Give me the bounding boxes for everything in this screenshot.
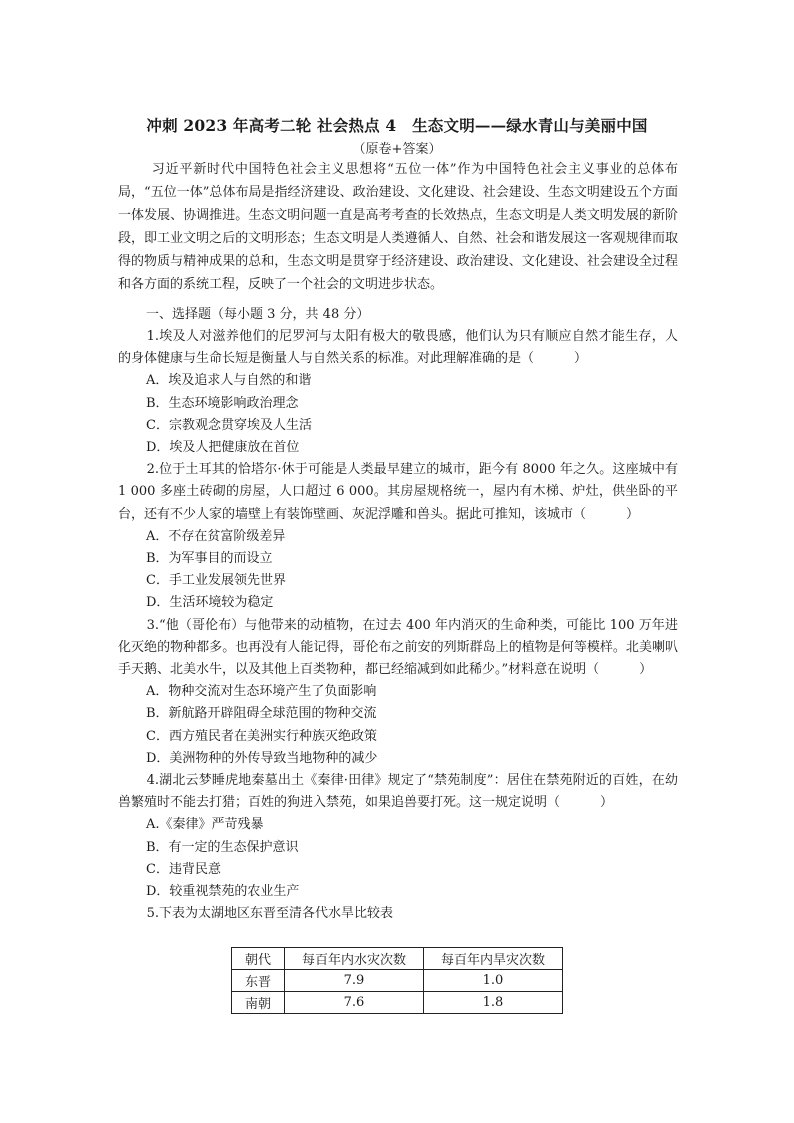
question-list [118, 326, 678, 925]
option-b: B．新航路开辟阻碍全球范围的物种交流 [146, 706, 377, 722]
option-d: D．美洲物种的外传导致当地物种的减少 [146, 750, 378, 766]
option-c: C．宗教观念贯穿埃及人生活 [146, 417, 312, 433]
table-cell: 7.9 [285, 970, 424, 992]
option-b: B．有一定的生态保护意识 [146, 839, 299, 855]
question-2 [118, 459, 678, 614]
table-cell: 南朝 [232, 992, 285, 1014]
option-a: A.《秦律》严苛残暴 [146, 817, 264, 833]
option-b: B．生态环境影响政治理念 [146, 395, 299, 411]
option-a: A．埃及追求人与自然的和谐 [146, 373, 312, 389]
option-c: C．违背民意 [146, 861, 221, 877]
question-3 [118, 615, 678, 770]
intro-paragraph [118, 158, 678, 296]
table-cell: 东晋 [232, 970, 285, 992]
page-subtitle: （原卷+答案） [352, 142, 442, 157]
option-d: D．生活环境较为稳定 [146, 595, 274, 611]
table-cell: 7.6 [285, 992, 424, 1014]
question-stem: 4.湖北云梦睡虎地秦墓出土《秦律·田律》规定了“禁苑制度”：居住在禁苑附近的百姓，在幼兽繁殖时不能去打猎；百姓的狗进入禁苑，如果追兽要打死。这一规定说明（ ） [118, 773, 678, 811]
question-stem: 1.埃及人对滋养他们的尼罗河与太阳有极大的敬畏感，他们认为只有顺应自然才能生存，人的身体健康与生命长短是衡量人与自然关系的标准。对此理解准确的是（ ） [118, 329, 678, 367]
table-row [232, 970, 563, 992]
table-header: 每百年内水灾次数 [285, 948, 424, 970]
option-a: A．物种交流对生态环境产生了负面影响 [146, 684, 377, 700]
question-stem: 5.下表为太湖地区东晋至清各代水旱比较表 [146, 906, 393, 922]
option-d: D．较重视禁苑的农业生产 [146, 884, 300, 900]
question-5 [118, 903, 678, 925]
option-d: D．埃及人把健康放在首位 [146, 440, 300, 456]
page-title: 冲刺 2023 年高考二轮 社会热点 4 生态文明——绿水青山与美丽中国 [146, 116, 648, 135]
section-heading: 一、选择题（每小题 3 分，共 48 分） [146, 307, 370, 322]
table-header: 朝代 [232, 948, 285, 970]
option-a: A．不存在贫富阶级差异 [146, 528, 286, 544]
table-cell: 1.0 [424, 970, 563, 992]
flood-drought-table [231, 947, 563, 1014]
option-c: C．西方殖民者在美洲实行种族灭绝政策 [146, 728, 377, 744]
table-header-row [232, 948, 563, 970]
table-header: 每百年内旱灾次数 [424, 948, 563, 970]
option-b: B．为军事目的而设立 [146, 551, 273, 567]
option-c: C．手工业发展领先世界 [146, 573, 286, 589]
table-row [232, 992, 563, 1014]
question-stem: 3.“他（哥伦布）与他带来的动植物，在过去 400 年内消灭的生命种类，可能比 100 万年进化灭绝的物种都多。也再没有人能记得，哥伦布之前安的列斯群岛上的植物是何等模样。北美喇叭手天鹅、北美水牛，以及其他上百类物种，都已经缩减到如此稀少。”材料意在说明（ ） [118, 617, 678, 678]
question-stem: 2.位于土耳其的恰塔尔·休于可能是人类最早建立的城市，距今有 8000 年之久。这座城中有 1 000 多座土砖砌的房屋，人口超过 6 000。其房屋规格统一，屋内有木梯、炉灶，供坐卧的平台，还有不少人家的墙壁上有装饰壁画、灰泥浮雕和兽头。据此可推知，该城市（ ） [118, 462, 678, 522]
intro-text: 习近平新时代中国特色社会主义思想将“五位一体”作为中国特色社会主义事业的总体布局，“五位一体”总体布局是指经济建设、政治建设、文化建设、社会建设、生态文明建设五个方面一体发展、协调推进。生态文明问题一直是高考考查的长效热点，生态文明是人类文明发展的新阶段，即工业文明之后的文明形态；生态文明是人类遵循人、自然、社会和谐发展这一客观规律而取得的物质与精神成果的总和，生态文明是贯穿于经济建设、政治建设、文化建设、社会建设全过程和各方面的系统工程，反映了一个社会的文明进步状态。 [118, 162, 678, 292]
question-4 [118, 770, 678, 903]
table-cell: 1.8 [424, 992, 563, 1014]
question-1 [118, 326, 678, 459]
